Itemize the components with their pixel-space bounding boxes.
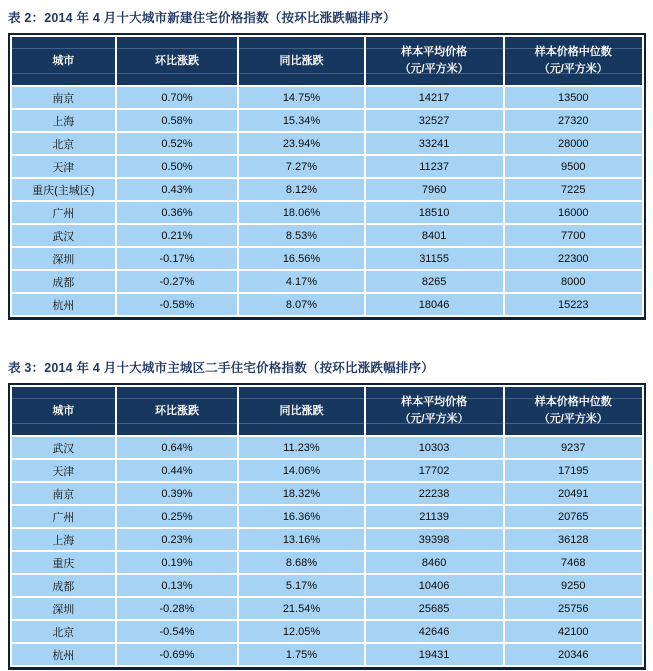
table-cell: 南京 bbox=[12, 87, 115, 108]
table-cell: 25685 bbox=[366, 598, 503, 619]
table-cell: 北京 bbox=[12, 133, 115, 154]
table-cell: 32527 bbox=[366, 110, 503, 131]
table2-title: 表 2：2014 年 4 月十大城市新建住宅价格指数（按环比涨跌幅排序） bbox=[8, 11, 396, 25]
table-cell: -0.28% bbox=[117, 598, 238, 619]
table-cell: 17702 bbox=[366, 460, 503, 481]
table-cell: 15223 bbox=[505, 294, 643, 315]
table-cell: 0.19% bbox=[117, 552, 238, 573]
table-row bbox=[12, 294, 642, 315]
table-cell: 25756 bbox=[505, 598, 643, 619]
table-cell: 31155 bbox=[366, 248, 503, 269]
table-cell: 39398 bbox=[366, 529, 503, 550]
table-cell: 14.06% bbox=[239, 460, 363, 481]
table-cell: 8000 bbox=[505, 271, 643, 292]
table-row bbox=[12, 225, 642, 246]
table-cell: 广州 bbox=[12, 202, 115, 223]
table-body bbox=[12, 437, 642, 665]
table-cell: 11.23% bbox=[239, 437, 363, 458]
table-row bbox=[12, 133, 642, 154]
table2-block bbox=[8, 33, 646, 320]
table-cell: 22238 bbox=[366, 483, 503, 504]
table3-title: 表 3：2014 年 4 月十大城市主城区二手住宅价格指数（按环比涨跌幅排序） bbox=[8, 361, 434, 375]
table-cell: 7468 bbox=[505, 552, 643, 573]
table-cell: 5.17% bbox=[239, 575, 363, 596]
column-header: 城市 bbox=[12, 387, 115, 435]
table-row bbox=[12, 87, 642, 108]
table-cell: 9237 bbox=[505, 437, 643, 458]
new-home-price-table bbox=[8, 33, 646, 320]
table-cell: 0.70% bbox=[117, 87, 238, 108]
table-cell: 0.25% bbox=[117, 506, 238, 527]
column-header: 样本价格中位数 （元/平方米） bbox=[505, 387, 643, 435]
table-cell: 11237 bbox=[366, 156, 503, 177]
table-cell: 10406 bbox=[366, 575, 503, 596]
table-cell: -0.58% bbox=[117, 294, 238, 315]
table-cell: 0.39% bbox=[117, 483, 238, 504]
table-cell: 17195 bbox=[505, 460, 643, 481]
table-cell: 成都 bbox=[12, 575, 115, 596]
table-row bbox=[12, 506, 642, 527]
column-header: 样本价格中位数 （元/平方米） bbox=[505, 37, 643, 85]
table-cell: 33241 bbox=[366, 133, 503, 154]
table-cell: 0.64% bbox=[117, 437, 238, 458]
header-row bbox=[12, 387, 642, 435]
table-cell: 18.06% bbox=[239, 202, 363, 223]
table-body bbox=[12, 87, 642, 315]
column-header: 样本平均价格 （元/平方米） bbox=[366, 37, 503, 85]
table-cell: 7700 bbox=[505, 225, 643, 246]
table-cell: -0.69% bbox=[117, 644, 238, 665]
table-cell: 22300 bbox=[505, 248, 643, 269]
table-cell: 1.75% bbox=[239, 644, 363, 665]
table-cell: 21139 bbox=[366, 506, 503, 527]
table-cell: 18046 bbox=[366, 294, 503, 315]
table-cell: 北京 bbox=[12, 621, 115, 642]
table-cell: -0.17% bbox=[117, 248, 238, 269]
table-row bbox=[12, 248, 642, 269]
table-cell: 36128 bbox=[505, 529, 643, 550]
table-row bbox=[12, 202, 642, 223]
table-cell: 上海 bbox=[12, 110, 115, 131]
column-header: 环比涨跌 bbox=[117, 37, 238, 85]
table-cell: 武汉 bbox=[12, 225, 115, 246]
column-header: 样本平均价格 （元/平方米） bbox=[366, 387, 503, 435]
table-cell: 16.36% bbox=[239, 506, 363, 527]
column-header: 同比涨跌 bbox=[239, 387, 363, 435]
table-cell: 8265 bbox=[366, 271, 503, 292]
table-row bbox=[12, 179, 642, 200]
table-cell: 广州 bbox=[12, 506, 115, 527]
table-cell: 19431 bbox=[366, 644, 503, 665]
table-cell: 8401 bbox=[366, 225, 503, 246]
header-row bbox=[12, 37, 642, 85]
table-row bbox=[12, 552, 642, 573]
table-cell: 20491 bbox=[505, 483, 643, 504]
table-cell: 杭州 bbox=[12, 294, 115, 315]
secondhand-home-price-table bbox=[8, 383, 646, 670]
table-row bbox=[12, 644, 642, 665]
table-cell: 27320 bbox=[505, 110, 643, 131]
table-cell: 0.44% bbox=[117, 460, 238, 481]
table-cell: 天津 bbox=[12, 460, 115, 481]
table-cell: 深圳 bbox=[12, 248, 115, 269]
table-cell: 16.56% bbox=[239, 248, 363, 269]
table-cell: 天津 bbox=[12, 156, 115, 177]
table-cell: 重庆 bbox=[12, 552, 115, 573]
table-row bbox=[12, 271, 642, 292]
table-row bbox=[12, 460, 642, 481]
table-cell: 28000 bbox=[505, 133, 643, 154]
table-cell: 8.07% bbox=[239, 294, 363, 315]
table-cell: 4.17% bbox=[239, 271, 363, 292]
table-row bbox=[12, 621, 642, 642]
table-header bbox=[12, 387, 642, 435]
table-cell: 20346 bbox=[505, 644, 643, 665]
table-cell: 0.50% bbox=[117, 156, 238, 177]
table-cell: 18510 bbox=[366, 202, 503, 223]
column-header: 环比涨跌 bbox=[117, 387, 238, 435]
table-cell: 0.43% bbox=[117, 179, 238, 200]
column-header: 城市 bbox=[12, 37, 115, 85]
table-cell: 8460 bbox=[366, 552, 503, 573]
table-cell: 42646 bbox=[366, 621, 503, 642]
table-row bbox=[12, 110, 642, 131]
table-cell: 12.05% bbox=[239, 621, 363, 642]
table-cell: 武汉 bbox=[12, 437, 115, 458]
table-cell: 7225 bbox=[505, 179, 643, 200]
table-cell: 重庆(主城区) bbox=[12, 179, 115, 200]
table-cell: 21.54% bbox=[239, 598, 363, 619]
table-cell: 14217 bbox=[366, 87, 503, 108]
table-cell: 0.52% bbox=[117, 133, 238, 154]
table-cell: 8.68% bbox=[239, 552, 363, 573]
table-cell: 20765 bbox=[505, 506, 643, 527]
column-header: 同比涨跌 bbox=[239, 37, 363, 85]
table-cell: 上海 bbox=[12, 529, 115, 550]
table-cell: 7.27% bbox=[239, 156, 363, 177]
table-cell: 7960 bbox=[366, 179, 503, 200]
table-cell: 8.53% bbox=[239, 225, 363, 246]
table-cell: -0.27% bbox=[117, 271, 238, 292]
table-cell: 成都 bbox=[12, 271, 115, 292]
table-cell: 14.75% bbox=[239, 87, 363, 108]
table-cell: 0.13% bbox=[117, 575, 238, 596]
table3-block bbox=[8, 383, 646, 670]
table-cell: 8.12% bbox=[239, 179, 363, 200]
table-header bbox=[12, 37, 642, 85]
table-cell: 13.16% bbox=[239, 529, 363, 550]
table-cell: 18.32% bbox=[239, 483, 363, 504]
table-cell: 15.34% bbox=[239, 110, 363, 131]
table-cell: 9500 bbox=[505, 156, 643, 177]
table-row bbox=[12, 529, 642, 550]
table-row bbox=[12, 437, 642, 458]
table-cell: 0.36% bbox=[117, 202, 238, 223]
table-cell: 杭州 bbox=[12, 644, 115, 665]
table-cell: 深圳 bbox=[12, 598, 115, 619]
table-row bbox=[12, 156, 642, 177]
table-cell: 10303 bbox=[366, 437, 503, 458]
table-row bbox=[12, 483, 642, 504]
table-cell: 0.21% bbox=[117, 225, 238, 246]
table-cell: 16000 bbox=[505, 202, 643, 223]
table-cell: 0.58% bbox=[117, 110, 238, 131]
table-cell: 9250 bbox=[505, 575, 643, 596]
table-cell: 南京 bbox=[12, 483, 115, 504]
table-cell: 0.23% bbox=[117, 529, 238, 550]
table-row bbox=[12, 575, 642, 596]
table-cell: 13500 bbox=[505, 87, 643, 108]
table-cell: -0.54% bbox=[117, 621, 238, 642]
table-cell: 23.94% bbox=[239, 133, 363, 154]
table-cell: 42100 bbox=[505, 621, 643, 642]
table-row bbox=[12, 598, 642, 619]
